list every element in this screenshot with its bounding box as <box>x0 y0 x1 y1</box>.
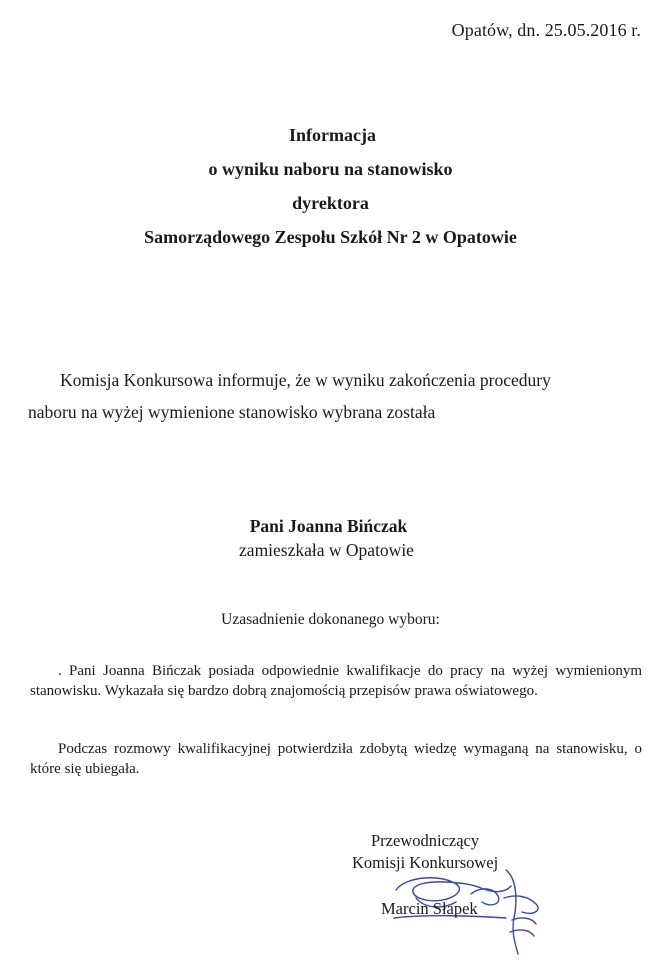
selected-candidate <box>0 514 661 562</box>
date-line: Opatów, dn. 25.05.2016 r. <box>451 20 641 40</box>
justification-title: Uzasadnienie dokonanego wyboru: <box>221 611 440 628</box>
justification-paragraph-2-text: Podczas rozmowy kwalifikacyjnej potwierdziła zdobytą wiedzę wymaganą na stanowisku, o które się ubiegała. <box>30 741 642 777</box>
signature-block <box>352 830 582 918</box>
justification-paragraph-1 <box>30 661 642 701</box>
title-line-3: dyrektora <box>292 193 369 213</box>
justification-paragraph-1-text: . Pani Joanna Bińczak posiada odpowiednie kwalifikacje do pracy na wyżej wymienionym stanowisku. Wykazała się bardzo dobrą znajomością przepisów prawa oświatowego. <box>30 663 642 699</box>
announcement-line-2: naboru na wyżej wymienione stanowisko wybrana została <box>28 402 436 422</box>
title-line-1: Informacja <box>289 125 376 145</box>
candidate-name: Pani Joanna Bińczak <box>249 516 408 536</box>
justification-paragraph-2 <box>30 739 642 779</box>
title-line-4: Samorządowego Zespołu Szkół Nr 2 w Opatowie <box>144 227 517 247</box>
announcement-line-1 <box>28 364 640 396</box>
signatory-title: Przewodniczący <box>371 831 480 850</box>
announcement-line-1-text: Komisja Konkursowa informuje, że w wyniku zakończenia procedury <box>60 370 551 390</box>
signatory-commission: Komisji Konkursowej <box>352 853 499 872</box>
candidate-residence: zamieszkała w Opatowie <box>239 540 414 560</box>
signatory-name: Marcin Słapek <box>381 899 478 918</box>
document-title <box>0 118 661 254</box>
title-line-2: o wyniku naboru na stanowisko <box>208 159 453 179</box>
announcement-paragraph <box>28 364 640 428</box>
